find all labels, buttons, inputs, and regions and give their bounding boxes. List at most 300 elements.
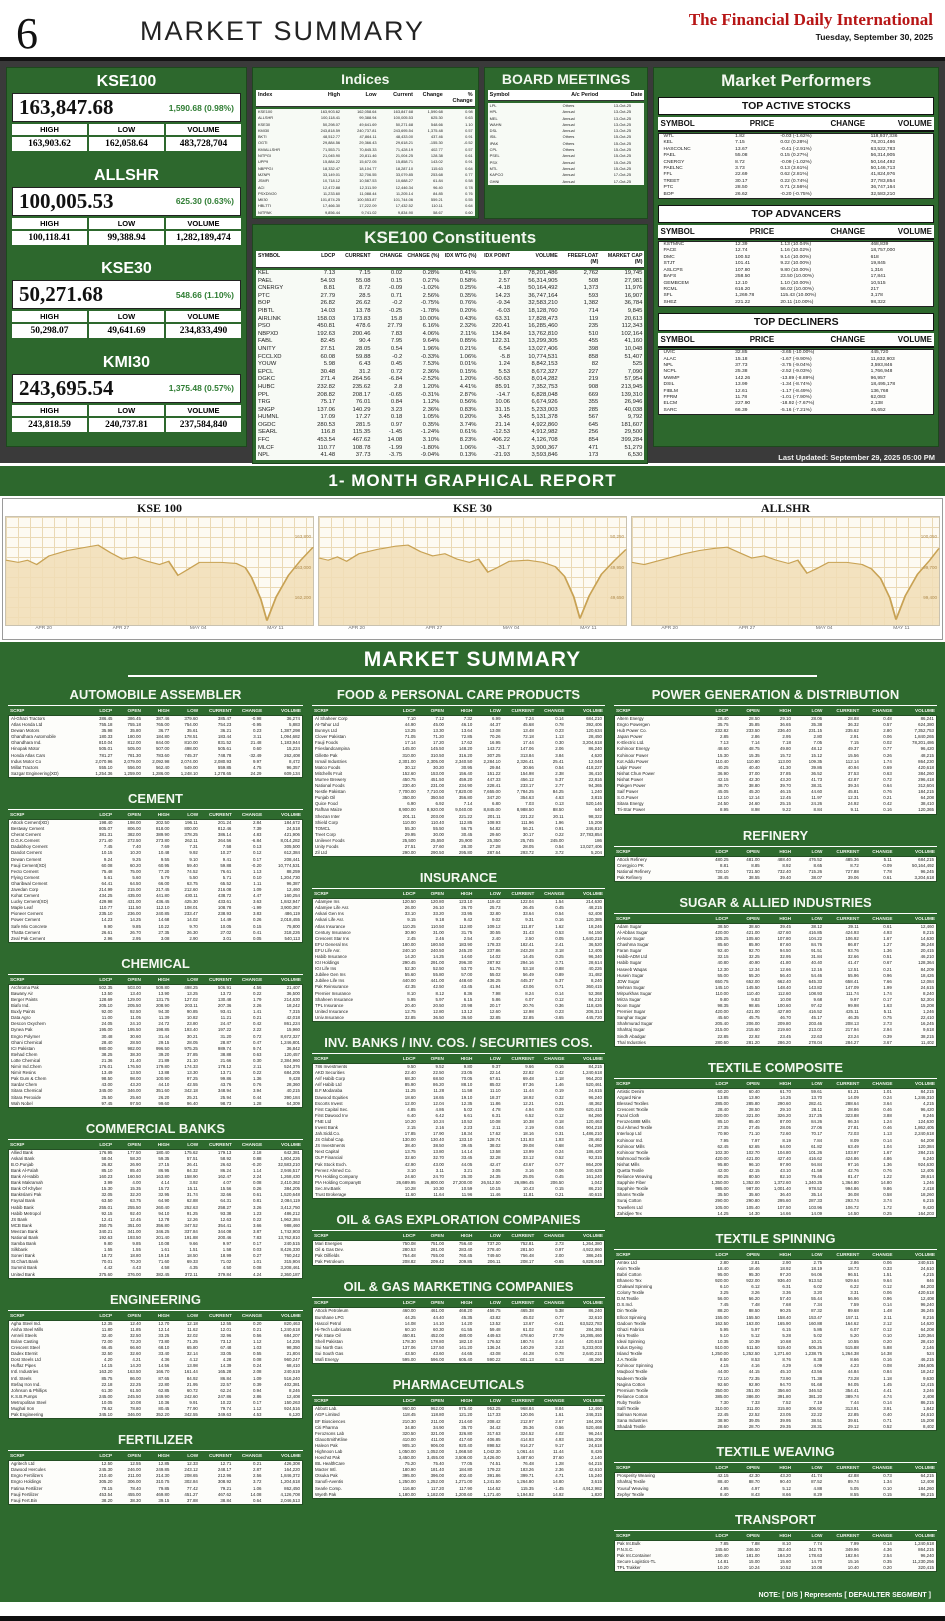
column-header: LOW <box>811 1251 823 1257</box>
cell: 101,874.25 <box>320 197 341 203</box>
cell: 262,408 <box>284 752 300 758</box>
cell: 53.18 <box>522 966 534 972</box>
cell: 87.52 <box>811 1479 823 1485</box>
cell: 108.93 <box>487 819 501 825</box>
cell: 2.54 <box>883 1552 892 1558</box>
cell: 92.60 <box>717 1381 729 1387</box>
column-header: A/c Period <box>571 92 599 98</box>
cell: 22.82 <box>522 1070 534 1076</box>
cell: Attock Refinery <box>617 856 647 862</box>
cell: 12.04 <box>433 1100 445 1106</box>
cell: 15.18 <box>735 356 748 362</box>
cell: JS Bank <box>11 1216 28 1222</box>
cell: 94.70 <box>779 1381 791 1387</box>
cell: 12,472.88 <box>322 184 341 190</box>
cell: 650.75 <box>715 978 729 984</box>
cell: 68.30 <box>404 1076 416 1082</box>
cell: 0.15 <box>252 923 262 929</box>
cell: Shams Textile <box>617 1192 645 1198</box>
cell: Zahidjee Tex <box>617 1210 642 1216</box>
cell: 8,672,327 <box>280 1033 300 1039</box>
cell: 84.85 <box>433 190 443 196</box>
cell: 75.17 <box>320 399 336 406</box>
cell: 116.80 <box>402 1485 416 1491</box>
cell: 9,856.44 <box>324 209 341 215</box>
cell: 11.85 <box>130 1326 141 1332</box>
cell: ISIL <box>489 134 497 140</box>
cell: 0.21 <box>883 795 892 801</box>
cell: 28,462 <box>588 1137 602 1143</box>
cell: 210.30 <box>402 1418 416 1424</box>
cell: 7.33 <box>751 1399 760 1405</box>
cell: 1.20% <box>422 383 440 390</box>
cell: 91.25 <box>186 1210 198 1216</box>
performers-top-decliners <box>658 313 934 415</box>
cell: 506.91 <box>217 984 232 990</box>
cell: 52,304 <box>920 997 934 1002</box>
cell: 0.55 <box>252 1351 262 1357</box>
cell: 100.90 <box>155 1076 170 1082</box>
cell: 9.11 <box>850 807 859 813</box>
cell: 386.14 <box>217 832 232 838</box>
cell: 30.60 <box>129 1033 141 1039</box>
cell: 25.73 <box>489 905 501 911</box>
cell: 14.25 <box>433 954 445 959</box>
cell: 964,203 <box>586 1076 602 1082</box>
cell: 7.88 <box>751 1540 760 1546</box>
cell: 2,146 <box>923 1345 934 1351</box>
cell: 206,314 <box>586 1008 602 1014</box>
cell: 18.99 <box>220 1253 232 1259</box>
cell: TREET <box>663 178 680 184</box>
cell: 0.18 <box>555 1118 564 1124</box>
cell: 72.10 <box>717 1375 729 1381</box>
cell: 27.28 <box>489 843 501 849</box>
cell: 198.00 <box>127 819 141 825</box>
cell: 208.42 <box>487 1418 501 1424</box>
constituent-row <box>256 270 645 278</box>
cell: 184.80 <box>155 734 170 740</box>
cell: 414.93 <box>520 1436 534 1442</box>
cell: 37.73 <box>355 452 371 459</box>
cell: 624,380 <box>918 722 934 728</box>
cell: 28,614 <box>588 960 602 966</box>
cell: 10.20 <box>717 1565 729 1571</box>
cell: 28.11 <box>811 1107 823 1113</box>
scrip-row <box>313 1492 604 1498</box>
cell: 2.73 <box>883 1021 892 1027</box>
cell: 22.25 <box>129 1381 141 1387</box>
cell: 6.42 <box>435 1112 445 1118</box>
cell: 28.40 <box>717 1107 729 1113</box>
cell: 101,744.06 <box>393 197 413 203</box>
cell: 2,079.00 <box>123 758 141 764</box>
cell: ALLSHR <box>257 115 274 121</box>
cell: 101.26 <box>808 1149 823 1155</box>
cell: Sui North Gas <box>315 1345 343 1351</box>
cell: 395.00 <box>402 1473 416 1479</box>
cell: Fazal Cloth <box>617 1113 640 1119</box>
cell: 41.73 <box>811 776 823 782</box>
market-performers-title: Market Performers <box>721 71 872 90</box>
cell: 11.64 <box>433 1192 445 1197</box>
cell: 145.50 <box>746 984 760 990</box>
cell: 2.91 <box>850 734 859 740</box>
cell: Oil & Gas Dev. <box>315 1247 344 1253</box>
cell: 43.10 <box>779 1167 791 1173</box>
cell: 153.00 <box>430 770 445 776</box>
cell: Premier Sugar <box>617 1009 646 1015</box>
y-axis-tick: 49,950 <box>610 564 624 570</box>
cell: 62.85 <box>158 1387 170 1393</box>
cell: 19,845 <box>870 261 886 267</box>
cell: Chashma Sugar <box>617 942 649 948</box>
performers-body <box>658 349 934 415</box>
cell: 9.31 <box>525 917 534 923</box>
cell: 95.00 <box>717 1271 729 1277</box>
cell: 6.31 <box>782 1284 791 1290</box>
cell: 240,515 <box>284 1241 300 1247</box>
cell: 1,271.60 <box>773 1351 791 1357</box>
column-header: LDCP <box>715 708 729 713</box>
column-header: HIGH <box>779 1465 792 1471</box>
cell: 39.61 <box>847 1418 859 1424</box>
cell: 28.40 <box>717 716 729 721</box>
column-header: HIGH <box>460 1056 473 1062</box>
cell: 448.60 <box>458 978 473 984</box>
cell: 57.40 <box>779 1296 791 1302</box>
cell: 18,426 <box>920 972 934 978</box>
cell: Salfi Textile <box>617 1405 640 1411</box>
cell: Pioneer Cement <box>11 911 43 917</box>
cell: Bank Al-Habib <box>11 1174 39 1180</box>
cell: 295.60 <box>777 1198 791 1204</box>
cell: 235.62 <box>845 728 859 734</box>
page-header <box>0 0 945 61</box>
cell: 5.11 <box>883 1009 892 1015</box>
cell: 64.31 <box>220 1198 232 1204</box>
cell: Arif Habib Ltd <box>315 1082 342 1088</box>
cell: Bunnys Ltd <box>315 728 337 734</box>
cell: -1.67 (-9.90%) <box>780 356 812 362</box>
middle-stack <box>252 67 649 459</box>
cell: 31.15 <box>495 406 511 413</box>
sector-column <box>312 683 605 1581</box>
cell: 908 <box>588 383 599 390</box>
cell: 54.93 <box>320 277 336 284</box>
cell: 23.05 <box>779 1412 791 1418</box>
index-card-kmi30 <box>9 351 244 445</box>
cell: 111.74 <box>846 990 859 996</box>
cell: 61.84 <box>433 178 443 184</box>
cell: 25.94 <box>220 1094 232 1100</box>
x-axis-tick: MAY 11 <box>580 626 597 631</box>
column-header: SCRIP <box>616 1465 631 1471</box>
cell: 26.70 <box>461 905 473 911</box>
cell: -3.75 <box>388 452 403 459</box>
cell: 5.02 <box>813 1332 823 1338</box>
section-title: FERTILIZER <box>117 1432 194 1448</box>
cell: 351.00 <box>746 1387 760 1393</box>
cell: 17,466.30 <box>322 203 341 209</box>
cell: 18,332.47 <box>322 165 341 171</box>
cell: 96.51 <box>847 1271 859 1277</box>
cell: 2,080.93 <box>214 758 232 764</box>
cell: 8.19 <box>782 1137 791 1143</box>
cell: 62.45 <box>717 1143 729 1149</box>
column-header: CHANGE <box>379 253 403 259</box>
cell: 0.71 (2.56%) <box>780 185 809 191</box>
cell: 7.40 <box>132 844 141 850</box>
cell: 182.41 <box>520 941 534 947</box>
cell: 386.45 <box>127 716 141 721</box>
cell: 233.47 <box>184 911 198 917</box>
cell: 9.68 <box>813 997 823 1002</box>
constituent-row <box>256 422 645 430</box>
high-value: 100,118.41 <box>12 231 87 245</box>
cell: 92.15 <box>101 1210 113 1216</box>
cell: 4,215 <box>923 1271 934 1277</box>
cell: 11.58 <box>461 1088 473 1094</box>
cell: 1.87 <box>498 270 511 276</box>
cell: 386,245 <box>586 1253 602 1259</box>
cell: 41.58 <box>811 1167 823 1173</box>
cell: 147.06 <box>520 746 534 752</box>
column-header: VOLUME <box>897 335 932 345</box>
cell: 9.97 <box>850 997 859 1002</box>
cell: 36,410 <box>588 770 602 776</box>
cell: 43.20 <box>779 776 791 782</box>
cell: 61.21 <box>847 1088 859 1094</box>
cell: 75,800 <box>286 923 300 929</box>
constituents-panel <box>252 224 649 464</box>
cell: 9.17 <box>555 1442 564 1448</box>
cell: 217 <box>870 286 879 292</box>
column-header: LOW <box>811 1080 823 1086</box>
cell: 460.00 <box>402 1308 416 1314</box>
cell: 307.25 <box>487 752 501 758</box>
cell: 160,254 <box>284 893 300 899</box>
cell: 111.50 <box>128 905 141 911</box>
cell: 7.59 <box>850 1302 859 1308</box>
cell: 120,364 <box>918 1332 934 1338</box>
cell: 4.75 <box>252 764 262 770</box>
cell: Zeal Pak Cement <box>11 935 45 941</box>
column-header: HIGH <box>157 1141 170 1147</box>
cell: 240.50 <box>430 947 445 953</box>
cell: 11.62 <box>187 1326 198 1332</box>
cell: 8.72 <box>735 159 745 165</box>
cell: 15,672.05 <box>359 159 377 165</box>
cell: 98.35 <box>717 1003 729 1009</box>
section-title: OIL & GAS EXPLORATION COMPANIES <box>336 1212 581 1228</box>
cell: 4.21 <box>132 1357 141 1363</box>
cell: 4,126,708 <box>280 1491 300 1497</box>
cell: 12.60 <box>489 1008 501 1014</box>
cell: 1.36 <box>252 1076 262 1082</box>
cell: Pak Refinery <box>617 874 643 880</box>
scrip-row <box>9 936 302 942</box>
cell: 0.06 <box>883 1259 892 1265</box>
cell: 84,215 <box>588 1064 602 1070</box>
cell: MWMP <box>663 375 680 381</box>
cell: 13.75 <box>404 1149 416 1155</box>
cell: 45,652 <box>870 407 886 413</box>
cell: Ghani Chemical <box>11 1039 43 1045</box>
cell: 15.35 <box>748 752 760 758</box>
cell: 10.24 <box>433 1118 445 1124</box>
cell: Gadoon Textile <box>617 1320 647 1326</box>
section-title: SUGAR & ALLIED INDUSTRIES <box>679 894 872 910</box>
column-header: HIGH <box>779 1251 792 1257</box>
sector-body <box>614 856 937 882</box>
column-header: LDCP <box>99 976 113 982</box>
cell: 32.95 <box>779 954 791 960</box>
cell: JS Investments <box>315 1143 346 1149</box>
cell: 1.55 <box>132 1247 141 1253</box>
cell: 42.88 <box>847 1473 859 1479</box>
cell: Babri Cotton <box>617 1271 642 1277</box>
cell: 12,405 <box>920 1167 934 1173</box>
cell: 0.96 <box>883 972 892 978</box>
cell: 13.30 <box>186 1070 198 1076</box>
cell: 6.80 <box>492 801 501 807</box>
cell: FPRM <box>663 394 678 400</box>
cell: 6,828,048 <box>531 391 558 398</box>
cell: 0.97 <box>555 1247 564 1253</box>
cell: 36.50 <box>461 1014 473 1020</box>
constituent-row <box>256 445 645 453</box>
cell: BKTI <box>257 134 267 140</box>
cell: 1,264.80 <box>516 1479 534 1485</box>
cell: 85.10 <box>717 1119 729 1125</box>
cell: 0.69 <box>883 764 892 770</box>
cell: 59.88 <box>220 862 232 868</box>
cell: 3.92 <box>189 1180 198 1186</box>
cell: 84,215 <box>920 1088 934 1094</box>
cell: 0.54 <box>555 764 564 770</box>
cell: Archroma Pak <box>11 984 39 990</box>
cell: 98,322 <box>870 299 886 305</box>
cell: 4.12 <box>189 1357 198 1363</box>
constituent-row <box>256 331 645 339</box>
cell: 18.92 <box>779 1265 791 1271</box>
cell: 3.45 <box>498 414 511 421</box>
cell: 13.40 <box>129 990 141 996</box>
cell: 32,610 <box>588 1314 602 1320</box>
cell: 45.02 <box>522 1314 534 1320</box>
cell: 9.22 <box>782 807 791 813</box>
cell: 6.52 <box>525 1112 534 1118</box>
cell: 116.8 <box>320 429 336 436</box>
cell: 844.00 <box>155 740 170 746</box>
cell: 346.00 <box>127 1412 141 1418</box>
cell: 96,244 <box>588 1430 602 1436</box>
cell: 0.61% <box>459 429 477 436</box>
cell: 0.72 <box>883 776 892 782</box>
section-title: TEXTILE WEAVING <box>716 1444 835 1460</box>
sector-textile-composite <box>614 1056 937 1218</box>
cell: 26,800.00 <box>424 1179 445 1185</box>
scrip-row <box>615 1211 936 1217</box>
cell: 4,912,982 <box>582 1485 602 1491</box>
sector-body <box>312 898 605 1022</box>
cell: 1,742,903 <box>280 1228 300 1234</box>
cell: 56.49 <box>522 972 534 978</box>
cell: 4.16 <box>751 1363 760 1369</box>
column-header: SCRIP <box>10 708 25 713</box>
cell: 32.28 <box>489 1155 501 1161</box>
cell: 136,768 <box>870 388 889 394</box>
cell: 130.48 <box>217 997 232 1002</box>
cell: 9.74 <box>252 1045 262 1051</box>
cell: 153.47 <box>808 1314 823 1320</box>
cell: 96.10 <box>748 1161 760 1167</box>
cell: 306.00 <box>127 1479 141 1485</box>
cell: 0.62 (2.81%) <box>780 172 809 178</box>
cell: 0.16 <box>883 1357 892 1363</box>
cell: 11.96 <box>461 1192 473 1197</box>
cell: 0.16 <box>555 1064 564 1070</box>
sector-body <box>614 715 937 815</box>
cell: 284,605 <box>918 1363 934 1369</box>
cell: 1.06% <box>459 444 477 451</box>
cell: -0.2 <box>392 353 403 360</box>
cell: 820,463 <box>284 1320 300 1326</box>
cell: 485.36 <box>845 856 859 862</box>
cell: 41.74 <box>811 1473 823 1479</box>
cell: 12.30 <box>717 966 729 972</box>
cell: 9.64 <box>883 1278 892 1283</box>
cell: 15-Oct-25 <box>613 147 632 153</box>
y-axis-tick: 50,250 <box>610 534 624 540</box>
cell: 28.50 <box>129 1039 141 1045</box>
cell: 0.73 <box>883 1473 892 1479</box>
cell: Zephyr Textile <box>617 1491 645 1497</box>
cell: PAEL <box>663 153 676 159</box>
cell: 389.74 <box>845 1393 859 1399</box>
cell: Bolan Casting <box>11 1338 39 1344</box>
cell: UNITY <box>257 345 276 352</box>
column-header: CURRENT <box>836 1465 860 1471</box>
cell: 26.90 <box>129 1161 141 1167</box>
cell: 398 <box>588 345 599 352</box>
cell: 16,907 <box>624 292 643 299</box>
cell: 2.87 <box>252 1467 262 1473</box>
cell: 548.66 <box>430 121 443 127</box>
cell: 350.50 <box>430 795 445 801</box>
cell: 0.13 <box>555 801 564 807</box>
cell: 137.06 <box>317 406 336 413</box>
cell: Amtex Ltd <box>617 1259 637 1265</box>
cell: 1.28 <box>555 1461 564 1467</box>
cell: 806.00 <box>127 826 141 832</box>
cell: BOP <box>257 300 271 307</box>
high-value: 243,818.59 <box>12 418 87 432</box>
cell: 30.17 <box>522 831 534 837</box>
cell: Wyeth Pak <box>315 1491 337 1497</box>
cell: 2.08 <box>252 1369 262 1375</box>
cell: 8.55 <box>850 1491 859 1497</box>
cell: 66.60 <box>129 1345 141 1351</box>
cell: 32.85 <box>489 1014 501 1020</box>
cell: 41.94 <box>489 984 501 990</box>
cell: 4,620 <box>590 752 602 758</box>
cell: 140.29 <box>352 406 371 413</box>
cell: 0.45 <box>555 905 564 911</box>
cell: 1.06 <box>252 1485 262 1491</box>
cell: 0.15% <box>459 368 477 375</box>
